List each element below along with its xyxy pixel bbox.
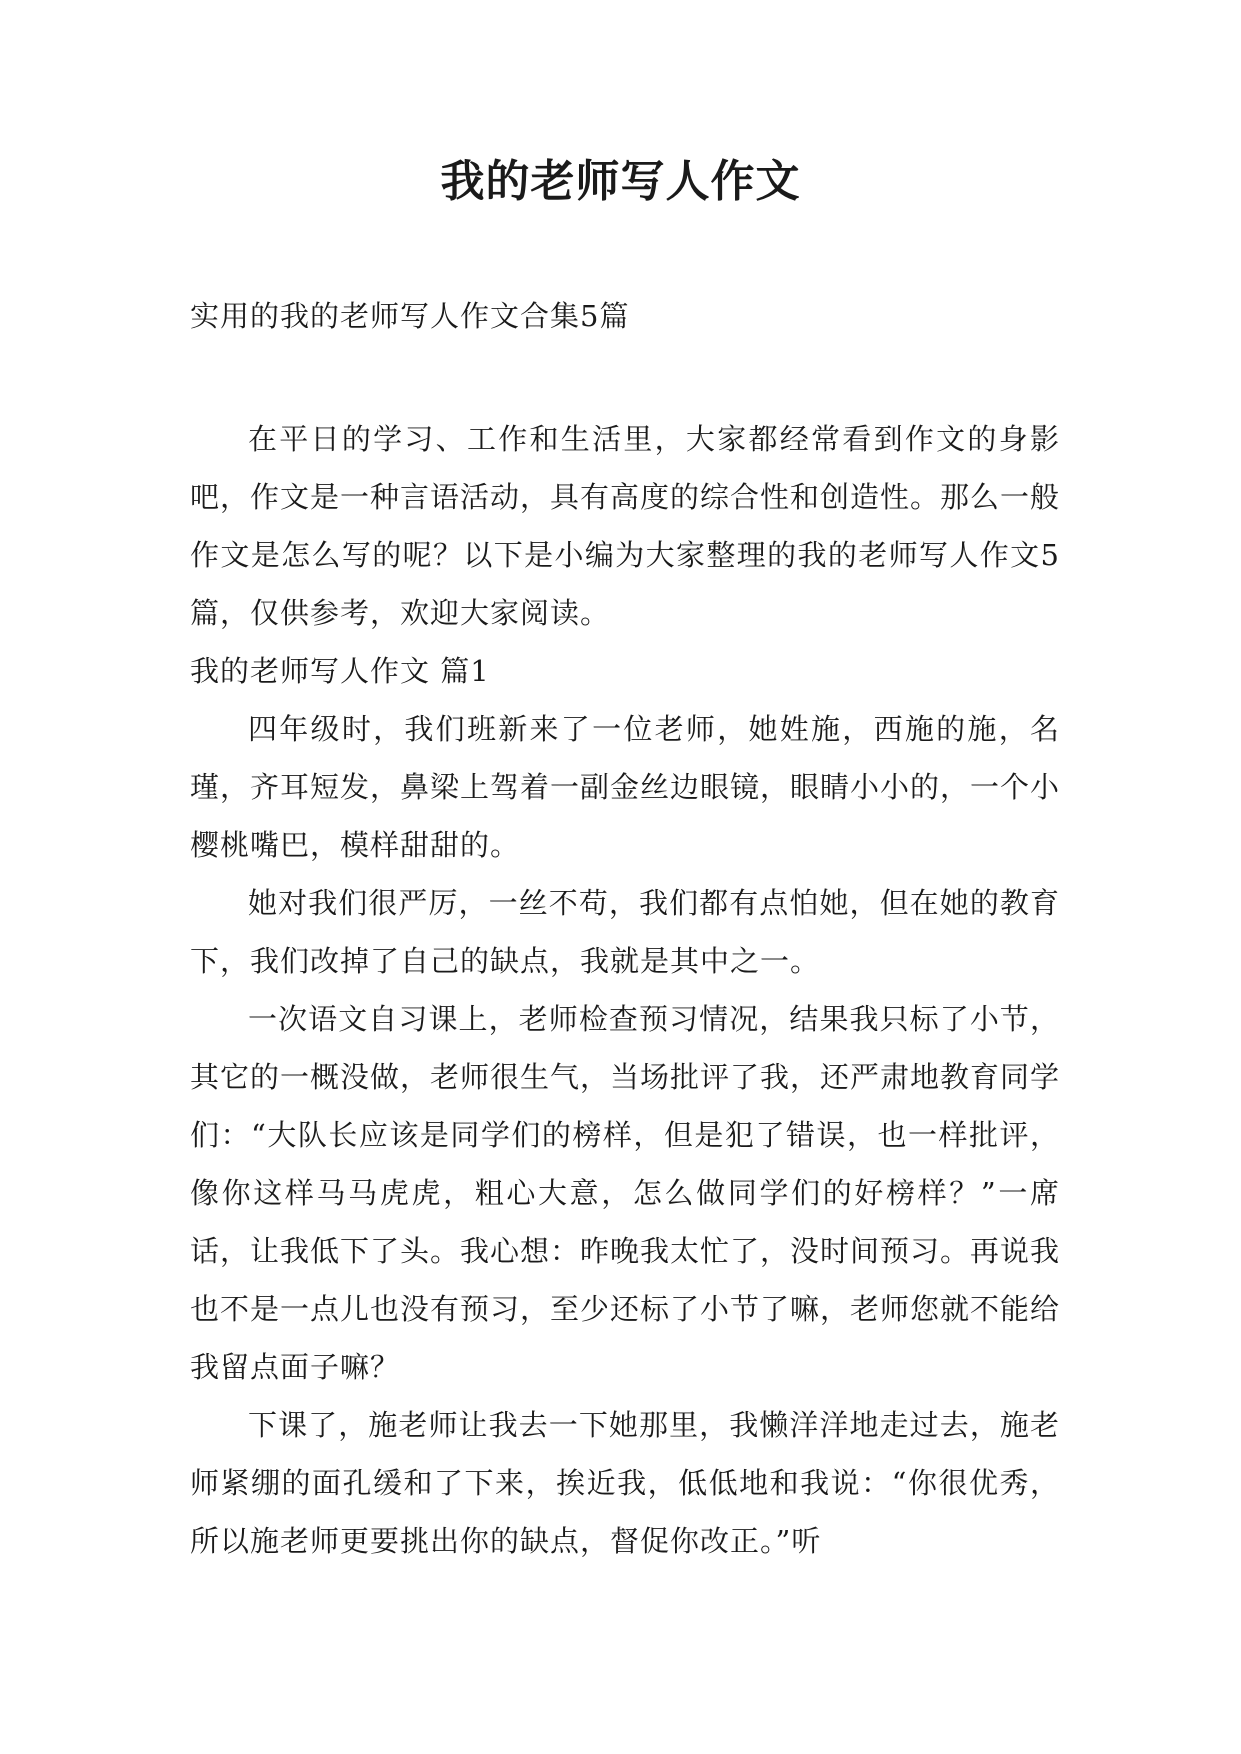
document-title: 我的老师写人作文 — [440, 156, 801, 207]
section-heading: 我的老师写人作文 篇1 — [190, 654, 490, 688]
body-paragraph: 下课了，施老师让我去一下她那里，我懒洋洋地走过去，施老师紧绷的面孔缓和了下来，挨近我，低低地和我说：“你很优秀，所以施老师更要挑出你的缺点，督促你改正。”听 — [190, 1408, 1060, 1558]
body-paragraph: 在平日的学习、工作和生活里，大家都经常看到作文的身影吧，作文是一种言语活动，具有高度的综合性和创造性。那么一般作文是怎么写的呢？以下是小编为大家整理的我的老师写人作文5篇，仅供参考，欢迎大家阅读。 — [190, 422, 1061, 630]
body-paragraph: 她对我们很严厉，一丝不苟，我们都有点怕她，但在她的教育下，我们改掉了自己的缺点，我就是其中之一。 — [190, 886, 1060, 978]
body-paragraph: 一次语文自习课上，老师检查预习情况，结果我只标了小节，其它的一概没做，老师很生气，当场批评了我，还严肃地教育同学们：“大队长应该是同学们的榜样，但是犯了错误，也一样批评，像你这样马马虎虎，粗心大意，怎么做同学们的好榜样？”一席话，让我低下了头。我心想：昨晚我太忙了，没时间预习。再说我也不是一点儿也没有预习，至少还标了小节了嘛，老师您就不能给我留点面子嘛？ — [190, 1002, 1061, 1384]
document-subtitle: 实用的我的老师写人作文合集5篇 — [190, 299, 630, 333]
body-paragraph: 四年级时，我们班新来了一位老师，她姓施，西施的施，名瑾，齐耳短发，鼻梁上驾着一副金丝边眼镜，眼睛小小的，一个小樱桃嘴巴，模样甜甜的。 — [190, 712, 1061, 862]
document-body — [190, 410, 1060, 1570]
